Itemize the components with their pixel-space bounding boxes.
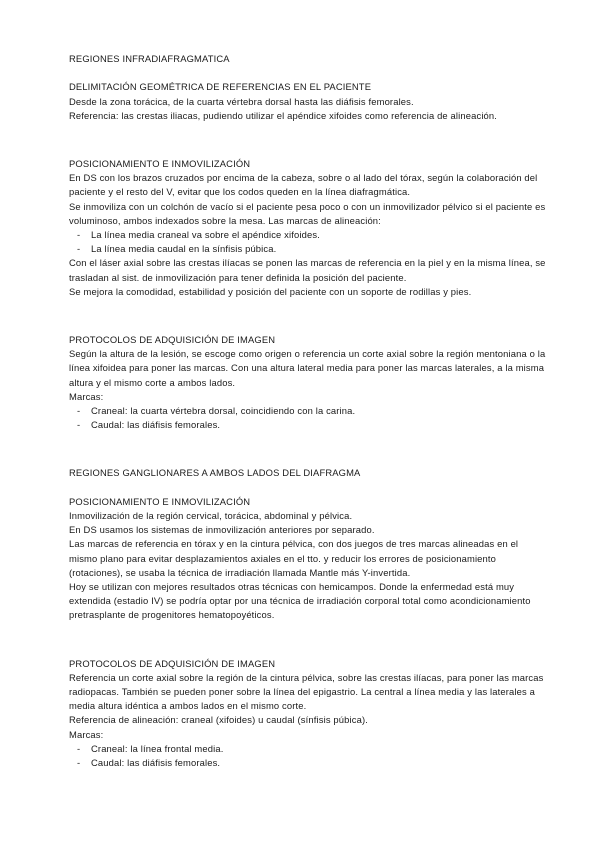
section-ganglionares: [69, 466, 549, 770]
bullet-list: [69, 742, 549, 770]
list-item-text: Caudal: las diáfisis femorales.: [91, 419, 221, 431]
subsection-posicionamiento: [69, 495, 549, 623]
subsection-protocolos: [69, 657, 549, 771]
subsection-posicionamiento: [69, 157, 549, 299]
list-item: [69, 756, 549, 770]
paragraph: Referencia: las crestas iliacas, pudiendo utilizar el apéndice xifoides como referencia de alineación.: [69, 109, 498, 121]
paragraph: En DS con los brazos cruzados por encima de la cabeza, sobre o al lado del tórax, según la colaboración del paciente y el resto del V, evitar que los codos queden en la línea diafragmática.: [69, 172, 538, 198]
bullet-list: [69, 228, 549, 256]
list-item: [69, 228, 549, 242]
subsection-heading: POSICIONAMIENTO E INMOVILIZACIÓN: [69, 495, 251, 507]
paragraph: Referencia de alineación: craneal (xifoides) u caudal (sínfisis púbica).: [69, 714, 368, 726]
subsection-protocolos: [69, 333, 549, 432]
paragraph: Referencia un corte axial sobre la región de la cintura pélvica, sobre las crestas ilíacas, para poner las marcas radiopacas. También se pueden poner sobre la línea del epigastrio. La central a línea media y las laterales a media altura idéntica a ambos lados en el mismo corte.: [69, 671, 544, 712]
section-infradiafragmatica: [69, 52, 549, 432]
bullet-dash: -: [77, 419, 81, 431]
paragraph: Según la altura de la lesión, se escoge como origen o referencia un corte axial sobre la región mentoniana o la línea xifoidea para poner las marcas. Con una altura lateral media para poner las marcas laterales, a la misma altura y el mismo corte a ambos lados.: [69, 348, 546, 388]
marcas-label: Marcas:: [69, 728, 104, 740]
list-item-text: Caudal: las diáfisis femorales.: [91, 757, 221, 769]
paragraph: Hoy se utilizan con mejores resultados otras técnicas con hemicampos. Donde la enfermedad está muy extendida (estadio IV) se podría optar por una técnica de irradiación corporal total como acondicionamiento pretrasplante de progenitores hematopoyéticos.: [69, 581, 531, 621]
list-item-text: Craneal: la línea frontal media.: [91, 742, 224, 754]
paragraph: En DS usamos los sistemas de inmovilización anteriores por separado.: [69, 524, 375, 536]
section-title: REGIONES GANGLIONARES A AMBOS LADOS DEL DIAFRAGMA: [69, 467, 361, 479]
paragraph: Inmovilización de la región cervical, torácica, abdominal y pélvica.: [69, 510, 353, 522]
list-item: [69, 418, 549, 432]
list-item: [69, 404, 549, 418]
bullet-dash: -: [77, 243, 81, 255]
section-title: REGIONES INFRADIAFRAGMATICA: [69, 53, 230, 64]
subsection-heading: PROTOCOLOS DE ADQUISICIÓN DE IMAGEN: [69, 334, 276, 346]
paragraph: Las marcas de referencia en tórax y en la cintura pélvica, con dos juegos de tres marcas alineadas en el mismo plano para evitar desplazamientos axiales en el tto. y reducir los errores de posicionamiento (rotaciones), se usaba la técnica de irradiación llamada Mantle más Y-invertida.: [69, 538, 519, 578]
subsection-heading: DELIMITACIÓN GEOMÉTRICA DE REFERENCIAS EN EL PACIENTE: [69, 81, 372, 93]
bullet-dash: -: [77, 229, 81, 241]
subsection-heading: POSICIONAMIENTO E INMOVILIZACIÓN: [69, 158, 251, 169]
bullet-dash: -: [77, 742, 81, 754]
bullet-list: [69, 404, 549, 432]
list-item: [69, 742, 549, 756]
paragraph: Con el láser axial sobre las crestas ilíacas se ponen las marcas de referencia en la piel y en la misma línea, se trasladan al sist. de inmovilización para tener definida la posición del paciente.: [69, 257, 546, 283]
list-item-text: Craneal: la cuarta vértebra dorsal, coincidiendo con la carina.: [91, 405, 356, 417]
paragraph: Se inmoviliza con un colchón de vacío si el paciente pesa poco o con un inmovilizador pélvico si el paciente es voluminoso, ambos indexados sobre la mesa. Las marcas de alineación:: [69, 200, 546, 226]
subsection-heading: PROTOCOLOS DE ADQUISICIÓN DE IMAGEN: [69, 657, 276, 669]
list-item-text: La línea media craneal va sobre el apéndice xifoides.: [91, 229, 320, 241]
paragraph: Se mejora la comodidad, estabilidad y posición del paciente con un soporte de rodillas y pies.: [69, 285, 472, 297]
paragraph: Desde la zona torácica, de la cuarta vértebra dorsal hasta las diáfisis femorales.: [69, 95, 414, 107]
document-page: [69, 52, 549, 770]
bullet-dash: -: [77, 757, 81, 769]
subsection-delimitacion: [69, 80, 549, 123]
marcas-label: Marcas:: [69, 390, 104, 402]
list-item: [69, 242, 549, 256]
list-item-text: La línea media caudal en la sínfisis púbica.: [91, 243, 277, 255]
bullet-dash: -: [77, 405, 81, 417]
